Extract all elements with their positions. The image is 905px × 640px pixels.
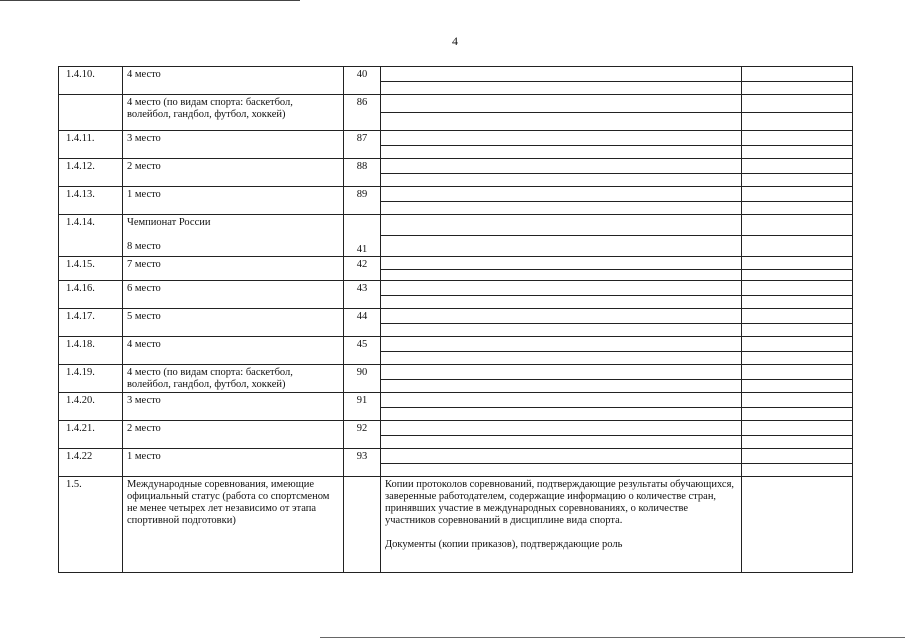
table-row (59, 159, 853, 187)
cell-code: 1.4.18. (59, 337, 123, 365)
cell-name (123, 159, 344, 187)
table-row (59, 449, 853, 477)
table-row (59, 337, 853, 365)
cell-score: 92 (344, 421, 381, 449)
documents-text-2: Документы (копии приказов), подтверждающие роль (385, 539, 623, 550)
row-divider (381, 379, 741, 380)
cell-code: 1.4.20. (59, 393, 123, 421)
cell-documents (381, 309, 742, 337)
cell-name-text: 7 место (127, 259, 161, 270)
cell-score: 42 (344, 257, 381, 281)
row-divider (381, 407, 741, 408)
cell-name (123, 215, 344, 257)
row-divider (381, 173, 741, 174)
cell-code: 1.4.16. (59, 281, 123, 309)
cell-points (742, 449, 853, 477)
row-divider (742, 323, 852, 324)
cell-score: 87 (344, 131, 381, 159)
cell-name-subtext: 8 место (127, 241, 161, 252)
row-divider (742, 81, 852, 82)
cell-score (344, 477, 381, 573)
cell-documents (381, 281, 742, 309)
row-divider (742, 173, 852, 174)
row-divider (381, 112, 741, 113)
row-divider (742, 235, 852, 236)
cell-documents (381, 421, 742, 449)
cell-score: 40 (344, 67, 381, 95)
cell-name-text: 2 место (127, 161, 161, 172)
table-row (59, 309, 853, 337)
cell-name-text: Чемпионат России (127, 217, 211, 228)
cell-name-text: 3 место (127, 133, 161, 144)
cell-points (742, 159, 853, 187)
cell-score: 88 (344, 159, 381, 187)
cell-name (123, 449, 344, 477)
cell-points (742, 131, 853, 159)
scan-edge-bottom (320, 637, 905, 638)
cell-score: 90 (344, 365, 381, 393)
cell-code: 1.4.11. (59, 131, 123, 159)
cell-documents (381, 393, 742, 421)
cell-documents (381, 449, 742, 477)
cell-score: 41 (344, 215, 381, 257)
cell-points (742, 187, 853, 215)
table-row-last (59, 477, 853, 573)
cell-points (742, 365, 853, 393)
cell-points (742, 309, 853, 337)
cell-name-text: 4 место (127, 339, 161, 350)
row-divider (742, 379, 852, 380)
cell-code: 1.4.21. (59, 421, 123, 449)
table-body (59, 67, 853, 573)
cell-code: 1.4.13. (59, 187, 123, 215)
cell-code: 1.4.22 (59, 449, 123, 477)
cell-name (123, 337, 344, 365)
row-divider (742, 463, 852, 464)
cell-name-text: 6 место (127, 283, 161, 294)
cell-code: 1.4.17. (59, 309, 123, 337)
cell-name-text: 2 место (127, 423, 161, 434)
scan-edge-top (0, 0, 300, 1)
cell-name-text: 4 место (по видам спорта: баскетбол, волейбол, гандбол, футбол, хоккей) (127, 97, 293, 120)
cell-code: 1.5. (59, 477, 123, 573)
cell-code: 1.4.14. (59, 215, 123, 257)
cell-documents (381, 477, 742, 573)
row-divider (381, 201, 741, 202)
cell-name (123, 421, 344, 449)
table-row (59, 131, 853, 159)
cell-documents (381, 365, 742, 393)
cell-points (742, 95, 853, 131)
cell-name (123, 67, 344, 95)
cell-points (742, 477, 853, 573)
row-divider (381, 235, 741, 236)
table-row (59, 95, 853, 131)
cell-documents (381, 257, 742, 281)
cell-points (742, 393, 853, 421)
cell-name (123, 393, 344, 421)
row-divider (381, 269, 741, 270)
table-row (59, 421, 853, 449)
cell-code: 1.4.10. (59, 67, 123, 95)
cell-documents (381, 159, 742, 187)
cell-code: 1.4.12. (59, 159, 123, 187)
row-divider (742, 435, 852, 436)
cell-code (59, 95, 123, 131)
cell-name: Международные соревнования, имеющие официальный статус (работа со спортсменом не менее четырех лет независимо от этапа спортивной подготовки) (123, 477, 344, 573)
row-divider (381, 435, 741, 436)
row-divider (381, 81, 741, 82)
cell-documents (381, 215, 742, 257)
cell-documents (381, 95, 742, 131)
row-divider (742, 269, 852, 270)
row-divider (742, 201, 852, 202)
cell-name (123, 95, 344, 131)
row-divider (381, 323, 741, 324)
documents-text-1: Копии протоколов соревнований, подтверждающие результаты обучающихся, заверенные работодателем, содержащие информацию о количестве стран, принявших участие в международных соревнованиях, о количестве участников соревнований в дисциплине вида спорта. (385, 479, 735, 526)
cell-score: 43 (344, 281, 381, 309)
cell-score: 93 (344, 449, 381, 477)
cell-name (123, 257, 344, 281)
table-row (59, 257, 853, 281)
cell-score: 91 (344, 393, 381, 421)
cell-points (742, 215, 853, 257)
row-divider (742, 112, 852, 113)
cell-points (742, 281, 853, 309)
cell-points (742, 257, 853, 281)
row-divider (742, 145, 852, 146)
row-divider (381, 145, 741, 146)
cell-name (123, 309, 344, 337)
cell-score: 44 (344, 309, 381, 337)
cell-documents (381, 131, 742, 159)
criteria-table (58, 66, 853, 573)
cell-name (123, 281, 344, 309)
cell-documents (381, 67, 742, 95)
cell-name-text: 1 место (127, 189, 161, 200)
row-divider (381, 463, 741, 464)
table-row (59, 67, 853, 95)
row-divider (742, 407, 852, 408)
cell-name-text: 3 место (127, 395, 161, 406)
cell-score: 86 (344, 95, 381, 131)
table-row (59, 365, 853, 393)
cell-name-text: 5 место (127, 311, 161, 322)
table-row (59, 187, 853, 215)
cell-name (123, 365, 344, 393)
table-row (59, 215, 853, 257)
table-row (59, 281, 853, 309)
page-number: 4 (452, 34, 458, 48)
row-divider (742, 351, 852, 352)
row-divider (381, 351, 741, 352)
row-divider (381, 295, 741, 296)
cell-code: 1.4.15. (59, 257, 123, 281)
cell-code: 1.4.19. (59, 365, 123, 393)
cell-documents (381, 337, 742, 365)
cell-name (123, 187, 344, 215)
cell-score: 45 (344, 337, 381, 365)
table-row (59, 393, 853, 421)
cell-name-text: 4 место (127, 69, 161, 80)
cell-points (742, 67, 853, 95)
cell-score: 89 (344, 187, 381, 215)
cell-documents (381, 187, 742, 215)
cell-points (742, 337, 853, 365)
cell-name-text: 4 место (по видам спорта: баскетбол, волейбол, гандбол, футбол, хоккей) (127, 367, 293, 390)
cell-name (123, 131, 344, 159)
cell-points (742, 421, 853, 449)
cell-name-text: 1 место (127, 451, 161, 462)
row-divider (742, 295, 852, 296)
